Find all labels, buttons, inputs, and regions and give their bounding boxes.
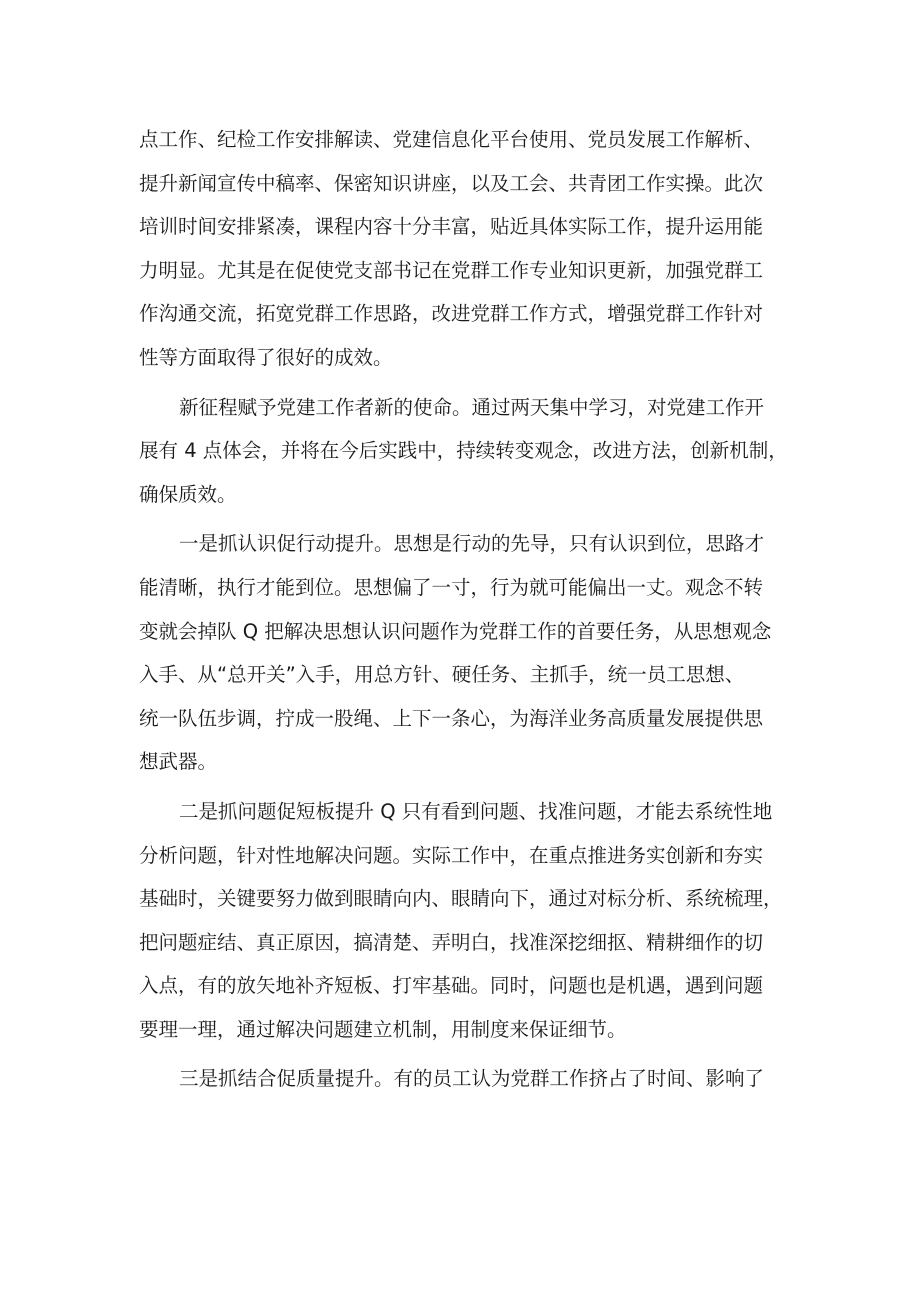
- text-line: 分析问题，针对性地解决问题。实际工作中，在重点推进务实创新和夯实: [139, 843, 764, 867]
- paragraph-2: [139, 386, 799, 517]
- text-line: 能清晰，执行才能到位。思想偏了一寸，行为就可能偏出一丈。观念不转: [139, 575, 764, 599]
- document-body: [139, 118, 799, 1101]
- text-line: 统一队伍步调，拧成一股绳、上下一条心，为海洋业务高质量发展提供思: [139, 706, 764, 730]
- text-line: 入手、从“总开关”入手，用总方针、硬任务、主抓手，统一员工思想、: [139, 663, 745, 687]
- text-line: 性等方面取得了很好的成效。: [139, 345, 393, 369]
- paragraph-4: [139, 790, 799, 1052]
- text-line: 二是抓问题促短板提升 Q 只有看到问题、找准问题，才能去系统性地: [179, 799, 773, 823]
- text-line: 新征程赋予党建工作者新的使命。通过两天集中学习，对党建工作开: [179, 395, 765, 419]
- text-line: 基础时，关键要努力做到眼睛向内、眼睛向下，通过对标分析、系统梳理，: [139, 887, 783, 911]
- text-line: 要理一理，通过解决问题建立机制，用制度来保证细节。: [139, 1017, 627, 1041]
- text-line: 点工作、纪检工作安排解读、党建信息化平台使用、党员发展工作解析、: [139, 128, 764, 151]
- text-line: 确保质效。: [139, 482, 237, 506]
- text-line: 想武器。: [139, 750, 218, 774]
- text-line: 一是抓认识促行动提升。思想是行动的先导，只有认识到位，思路才: [179, 532, 765, 556]
- text-line: 变就会掉队 Q 把解决思想认识问题作为党群工作的首要任务，从思想观念: [139, 619, 772, 643]
- text-line: 培训时间安排紧凑，课程内容十分丰富，贴近具体实际工作，提升运用能: [139, 215, 764, 239]
- paragraph-3: [139, 522, 799, 784]
- text-line: 提升新闻宣传中稿率、保密知识讲座，以及工会、共青团工作实操。此次: [139, 171, 764, 195]
- text-line: 把问题症结、真正原因，搞清楚、弄明白，找准深挖细抠、精耕细作的切: [139, 930, 764, 954]
- text-line: 作沟通交流，拓宽党群工作思路，改进党群工作方式，增强党群工作针对: [139, 302, 764, 326]
- paragraph-1: [139, 118, 799, 380]
- text-line: 入点，有的放矢地补齐短板、打牢基础。同时，问题也是机遇，遇到问题: [139, 974, 764, 998]
- text-line: 力明显。尤其是在促使党支部书记在党群工作专业知识更新，加强党群工: [139, 258, 764, 282]
- paragraph-5: [139, 1057, 799, 1101]
- text-line: 展有 4 点体会，并将在今后实践中，持续转变观念，改进方法，创新机制，: [139, 439, 788, 463]
- text-line: 三是抓结合促质量提升。有的员工认为党群工作挤占了时间、影响了: [179, 1067, 765, 1091]
